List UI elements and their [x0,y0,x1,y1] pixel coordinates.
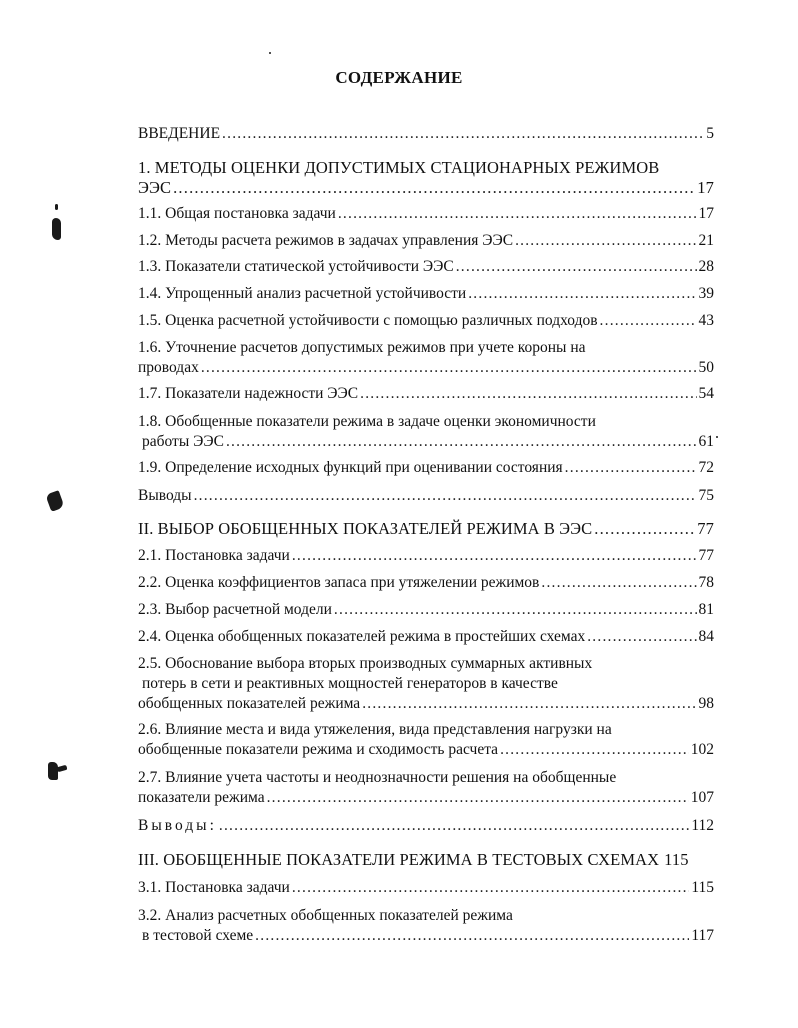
scan-speck [52,218,61,240]
toc-entry-1-3 [138,257,714,277]
toc-page-number: 50 [698,359,714,376]
toc-page-number: 81 [698,601,714,618]
toc-entry-title-continued: показатели режима [138,789,265,806]
toc-entry-title: 2.4. Оценка обобщенных показателей режима в простейших схемах [138,628,586,645]
toc-page-number: 115 [664,850,689,869]
toc-entry-introduction [138,124,714,144]
dot-leader [226,432,697,452]
scan-speck [48,762,58,780]
toc-entry-conclusions-2 [138,816,714,836]
toc-entry-title-continued: работы ЭЭС [142,433,224,450]
dot-leader [594,519,695,539]
dot-leader [456,257,697,277]
toc-page-number: 98 [698,695,714,712]
scan-speck [269,52,271,54]
dot-leader [565,458,697,478]
toc-page-number: 75 [698,487,714,504]
page-title: СОДЕРЖАНИЕ [335,68,463,87]
toc-page-number: 84 [698,628,714,645]
dot-leader [541,573,696,593]
toc-entry-title-continued: ЭЭС [138,178,172,197]
toc-page-number: 78 [698,574,714,591]
toc-page-number: 115 [691,879,714,896]
toc-page-number: 107 [690,789,714,806]
toc-entry-chapter-2 [138,519,714,539]
toc-entry-title-continued: обобщенные показатели режима и сходимость расчета [138,741,499,758]
toc-page-number: 17 [698,205,714,222]
toc-page-number: 72 [698,459,714,476]
toc-entry-title: 3.2. Анализ расчетных обобщенных показателей режима [138,907,513,924]
toc-page-number: 77 [698,547,714,564]
toc-page-number: 28 [698,258,714,275]
toc-entry-title: 2.5. Обоснование выбора вторых производных суммарных активных [138,655,593,672]
toc-page-number: 102 [690,741,714,758]
toc-entry-title: 1.9. Определение исходных функций при оценивании состояния [138,459,563,476]
toc-entry-title: 1.5. Оценка расчетной устойчивости с помощью различных подходов [138,312,598,329]
dot-leader [292,878,689,898]
toc-entry-conclusions-1 [138,486,714,506]
toc-entry-2-5 [138,654,714,714]
toc-page-number: 5 [706,125,714,142]
toc-entry-2-6 [138,720,714,760]
toc-entry-title: ВВЕДЕНИЕ [138,125,221,142]
dot-leader [338,204,697,224]
toc-entry-chapter-3 [138,850,714,870]
toc-entry-3-1 [138,878,714,898]
toc-entry-title-continued: проводах [138,359,199,376]
toc-entry-1-1 [138,204,714,224]
toc-entry-title: 1.1. Общая постановка задачи [138,205,336,222]
toc-entry-title: 2.3. Выбор расчетной модели [138,601,332,618]
toc-entry-title: 1.4. Упрощенный анализ расчетной устойчивости [138,285,467,302]
dot-leader [468,284,696,304]
toc-entry-1-9 [138,458,714,478]
dot-leader [201,358,697,378]
toc-page-number: 17 [697,178,714,197]
dot-leader [515,231,696,251]
toc-page-number: 77 [697,519,714,538]
scan-speck [716,436,718,438]
toc-entry-1-2 [138,231,714,251]
dot-leader [362,694,696,714]
toc-entry-2-7 [138,768,714,808]
toc-entry-title: 2.1. Постановка задачи [138,547,290,564]
toc-entry-title: 1.7. Показатели надежности ЭЭС [138,385,359,402]
toc-entry-2-2 [138,573,714,593]
toc-entry-1-8 [138,412,714,452]
toc-entry-title: 1.2. Методы расчета режимов в задачах управления ЭЭС [138,232,514,249]
dot-leader [600,311,697,331]
dot-leader [194,486,697,506]
toc-entry-3-2 [138,906,714,946]
toc-entry-title-continued: потерь в сети и реактивных мощностей генераторов в качестве [142,675,558,692]
dot-leader [292,546,697,566]
toc-entry-1-5 [138,311,714,331]
toc-page-number: 117 [691,927,714,944]
toc-entry-title: Выводы [138,487,192,504]
dot-leader [587,627,696,647]
toc-page-number: 61 [698,433,714,450]
toc-entry-1-7 [138,384,714,404]
toc-entry-title: 1.6. Уточнение расчетов допустимых режимов при учете короны на [138,339,586,356]
toc-entry-2-3 [138,600,714,620]
toc-page-number: 112 [691,817,714,834]
toc-page-number: 43 [698,312,714,329]
toc-entry-chapter-1 [138,158,714,198]
toc-entry-title: III. ОБОБЩЕННЫЕ ПОКАЗАТЕЛИ РЕЖИМА В ТЕСТОВЫХ СХЕМАХ [138,850,660,869]
dot-leader [222,124,704,144]
toc-page-number: 54 [698,385,714,402]
toc-entry-title: 1.8. Обобщенные показатели режима в задаче оценки экономичности [138,413,596,430]
toc-entry-2-1 [138,546,714,566]
toc-entry-title: 1. МЕТОДЫ ОЦЕНКИ ДОПУСТИМЫХ СТАЦИОНАРНЫХ РЕЖИМОВ [138,158,660,177]
toc-entry-title: 3.1. Постановка задачи [138,879,290,896]
toc-page-number: 21 [698,232,714,249]
toc-entry-title: 2.7. Влияние учета частоты и неоднозначности решения на обобщенные [138,769,617,786]
toc-entry-1-4 [138,284,714,304]
toc-entry-title-continued: обобщенных показателей режима [138,695,361,712]
toc-entry-title: II. ВЫБОР ОБОБЩЕННЫХ ПОКАЗАТЕЛЕЙ РЕЖИМА В ЭЭС [138,519,593,538]
dot-leader [360,384,696,404]
dot-leader [255,926,689,946]
toc-entry-title: 2.6. Влияние места и вида утяжеления, вида представления нагрузки на [138,721,612,738]
scan-speck [55,204,58,210]
toc-entry-1-6 [138,338,714,378]
dot-leader [267,788,689,808]
toc-entry-title-continued: в тестовой схеме [142,927,254,944]
dot-leader [334,600,697,620]
dot-leader [219,816,689,836]
toc-entry-title: Выводы: [138,817,217,834]
dot-leader [500,740,689,760]
toc-entry-title: 1.3. Показатели статической устойчивости ЭЭС [138,258,454,275]
toc-entry-2-4 [138,627,714,647]
toc-entry-title: 2.2. Оценка коэффициентов запаса при утяжелении режимов [138,574,540,591]
toc-page-number: 39 [698,285,714,302]
scan-speck [45,490,64,512]
dot-leader [173,178,695,198]
scan-speck [57,765,68,772]
